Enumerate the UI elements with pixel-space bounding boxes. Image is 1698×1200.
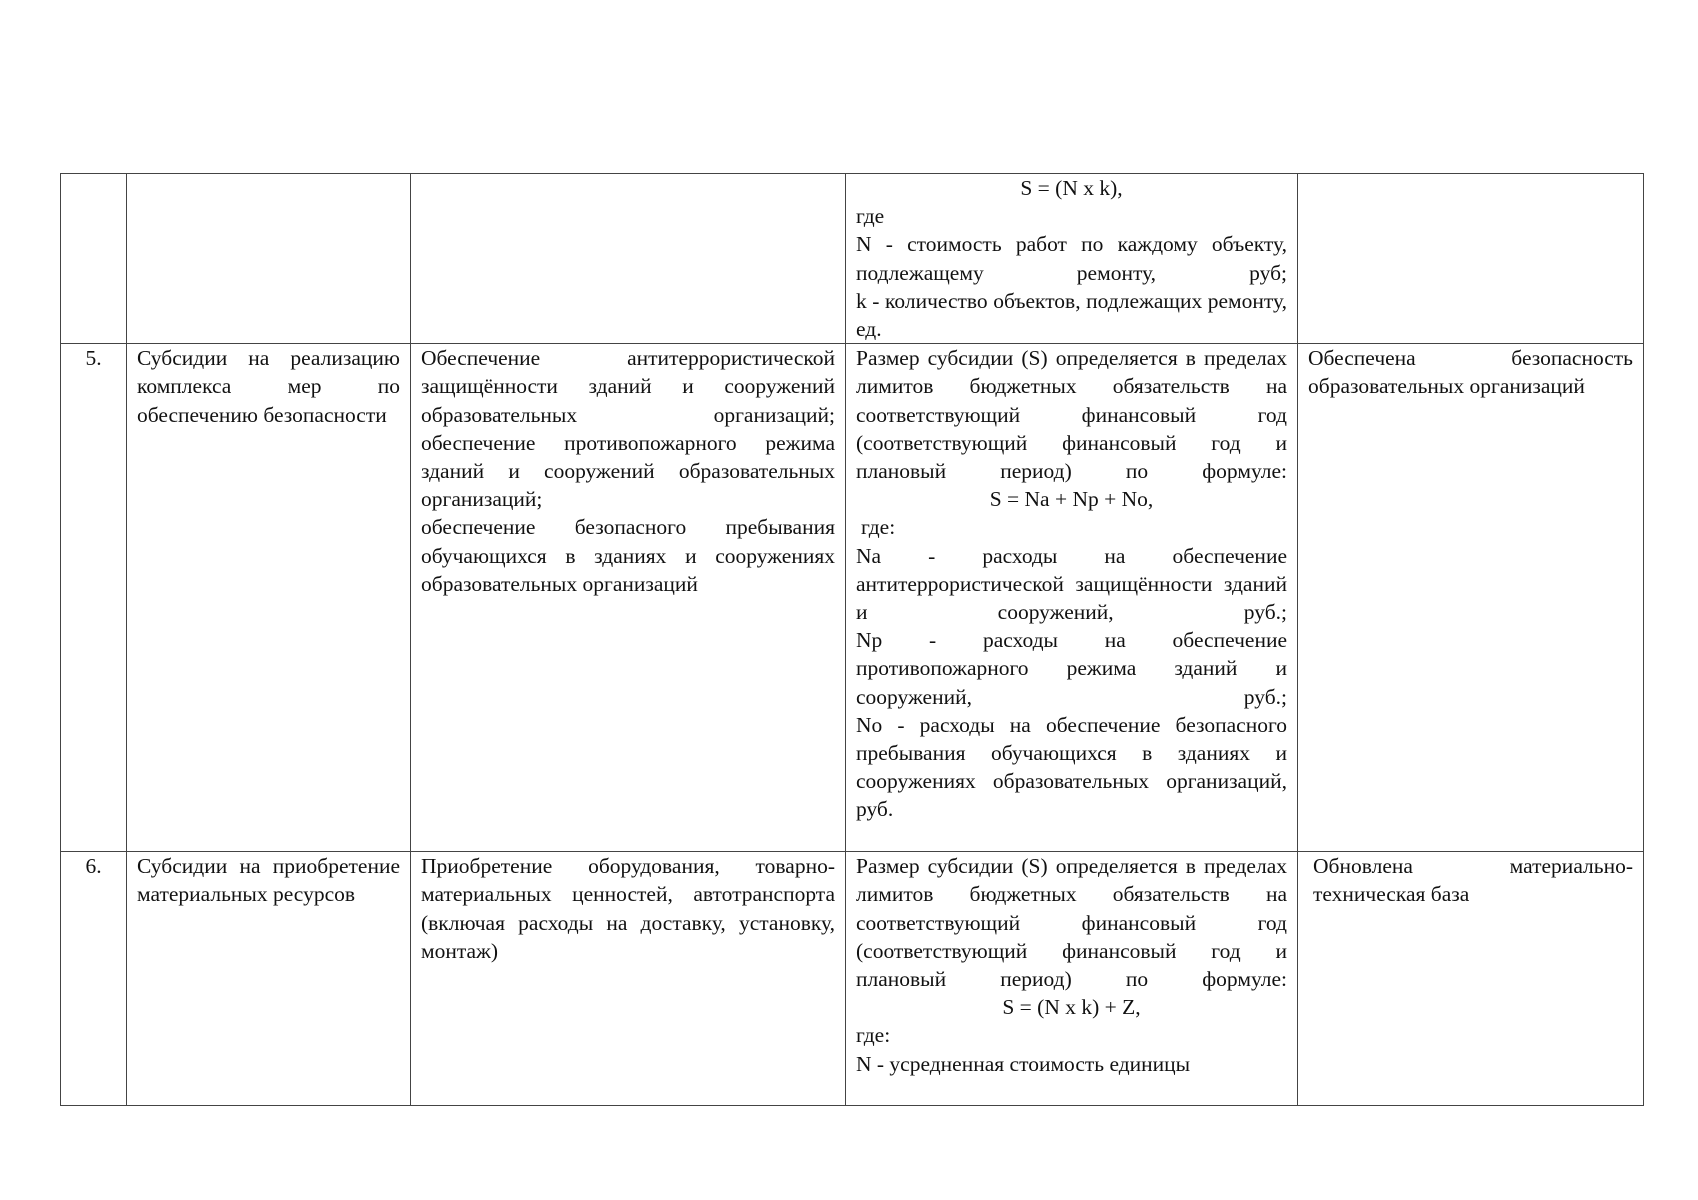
- cell-paragraph: Обновлена материально-техническая база: [1313, 854, 1633, 907]
- cell-paragraph: обеспечение противопожарного режима зданий и сооружений образовательных организаций;: [421, 430, 835, 512]
- result-cell: [1298, 852, 1644, 1106]
- cell-paragraph: Np - расходы на обеспечение противопожарного режима зданий и сооружений, руб.;: [856, 628, 1287, 709]
- direction-cell: [411, 344, 846, 852]
- cell-paragraph: где: [856, 204, 885, 229]
- cell-paragraph: N - усредненная стоимость единицы: [856, 1051, 1191, 1076]
- row-number-cell: [61, 174, 127, 344]
- cell-paragraph: Обеспечена безопасность образовательных организаций: [1308, 346, 1633, 399]
- cell-paragraph: No - расходы на обеспечение безопасного пребывания обучающихся в зданиях и сооружениях образовательных организаций, руб.: [856, 712, 1287, 822]
- row-number-cell: 5.: [61, 344, 127, 852]
- cell-paragraph: Субсидии на реализацию комплекса мер по обеспечению безопасности: [137, 346, 400, 427]
- formula-expression: S = (N x k),: [1020, 176, 1123, 200]
- cell-paragraph: k - количество объектов, подлежащих ремонту, ед.: [856, 288, 1287, 342]
- subsidy-table: [60, 173, 1644, 1106]
- table-row: [61, 344, 1644, 852]
- cell-paragraph: Na - расходы на обеспечение антитеррористической защищённости зданий и сооружений, руб.;: [856, 543, 1287, 625]
- direction-cell: [411, 852, 846, 1106]
- cell-paragraph: Субсидии на приобретение материальных ресурсов: [137, 854, 400, 907]
- direction-cell: [411, 174, 846, 344]
- formula-expression: S = Na + Np + No,: [989, 487, 1154, 512]
- table-row: [61, 852, 1644, 1106]
- result-cell: [1298, 344, 1644, 852]
- subsidy-name-cell: [127, 344, 411, 852]
- result-cell: [1298, 174, 1644, 344]
- formula-expression: S = (N x k) + Z,: [1002, 995, 1141, 1020]
- cell-paragraph: Размер субсидии (S) определяется в пределах лимитов бюджетных обязательств на соответствующий финансовый год (соответствующий финансовый год и плановый период) по формуле:: [856, 854, 1287, 992]
- cell-paragraph: где:: [861, 515, 896, 540]
- cell-paragraph: где:: [856, 1023, 891, 1048]
- formula-cell: [846, 174, 1298, 344]
- cell-paragraph: Приобретение оборудования, товарно-материальных ценностей, автотранспорта (включая расходы на доставку, установку, монтаж): [421, 854, 835, 963]
- table-row: [61, 174, 1644, 344]
- cell-paragraph: обеспечение безопасного пребывания обучающихся в зданиях и сооружениях образовательных организаций: [421, 515, 835, 596]
- subsidy-name-cell: [127, 852, 411, 1106]
- cell-paragraph: Размер субсидии (S) определяется в пределах лимитов бюджетных обязательств на соответствующий финансовый год (соответствующий финансовый год и плановый период) по формуле:: [856, 346, 1287, 484]
- subsidy-name-cell: [127, 174, 411, 344]
- formula-cell: [846, 852, 1298, 1106]
- cell-paragraph: Обеспечение антитеррористической защищённости зданий и сооружений образовательных организаций;: [421, 346, 835, 427]
- formula-cell: [846, 344, 1298, 852]
- row-number-cell: 6.: [61, 852, 127, 1106]
- cell-paragraph: N - стоимость работ по каждому объекту, подлежащему ремонту, руб;: [856, 232, 1287, 285]
